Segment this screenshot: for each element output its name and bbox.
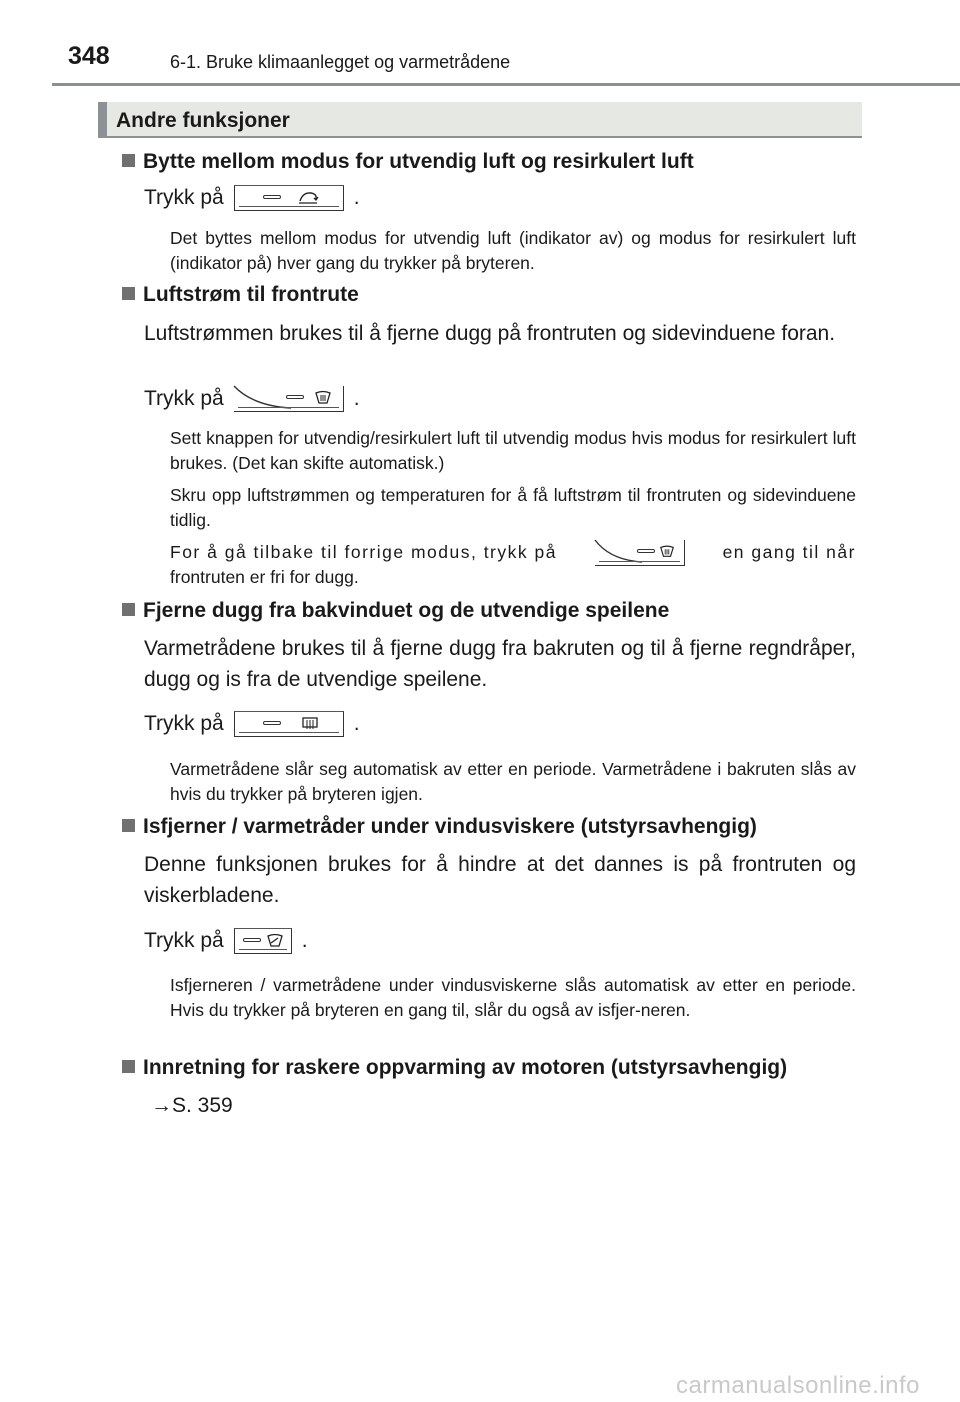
header-rule [52,83,960,86]
section-title: Andre funksjoner [116,109,290,132]
press-line-recirculation: Trykk på . [144,186,360,209]
heading-windshield-airflow: Luftstrøm til frontrute [122,283,359,307]
square-bullet-icon [122,287,135,300]
note-windshield-1: Sett knappen for utvendig/resirkulert luft til utvendig modus hvis modus for resirkulert luft brukes. (Det kan skifte automatisk.) [170,428,856,473]
heading-engine-warmup: Innretning for raskere oppvarming av motoren (utstyrsavhengig) [122,1056,787,1080]
note-wiper-deicer: Isfjerneren / varmetrådene under vindusviskerne slås automatisk av etter en periode. Hvis du trykker på bryteren en gang til, slår du også av isfjer-neren. [170,975,856,1020]
square-bullet-icon [122,819,135,832]
heading-wiper-deicer: Isfjerner / varmetråder under vindusviskere (utstyrsavhengig) [122,815,757,839]
body-windshield-airflow: Luftstrømmen brukes til å fjerne dugg på frontruten og sidevinduene foran. [144,322,836,345]
heading-recirculation: Bytte mellom modus for utvendig luft og resirkulert luft [122,150,694,174]
running-header: 6-1. Bruke klimaanlegget og varmetrådene [170,52,511,72]
square-bullet-icon [122,154,135,167]
note-recirculation: Det byttes mellom modus for utvendig luft (indikator av) og modus for resirkulert luft (indikator på) hver gang du trykker på bryteren. [170,228,856,273]
windshield-defroster-button[interactable] [234,386,344,412]
section-title-bar [98,102,862,138]
body-rear-defogger: Varmetrådene brukes til å fjerne dugg fra bakruten og til å fjerne regndråper, dugg og is fra de utvendige speilene. [144,637,856,691]
wiper-deicer-button[interactable] [234,928,292,954]
recirculation-button[interactable] [234,185,344,211]
rear-defogger-button[interactable] [234,711,344,737]
press-line-wiper-deicer: Trykk på . [144,929,308,952]
heading-rear-defogger: Fjerne dugg fra bakvinduet og de utvendige speilene [122,599,669,623]
square-bullet-icon [122,1060,135,1073]
windshield-defroster-button-inline[interactable] [595,540,685,566]
note-rear-defogger: Varmetrådene slår seg automatisk av etter en periode. Varmetrådene i bakruten slås av hvis du trykker på bryteren igjen. [170,759,856,804]
note-windshield-3: For å gå tilbake til forrige modus, trykk på en gang til når frontruten er fri for dugg. [170,540,856,590]
body-wiper-deicer: Denne funksjonen brukes for å hindre at det dannes is på frontruten og viskerbladene. [144,853,856,907]
square-bullet-icon [122,603,135,616]
page-reference-link[interactable]: →S. 359 [151,1094,233,1117]
press-line-windshield: Trykk på . [144,387,360,410]
footer-watermark: carmanualsonline.info [676,1372,920,1399]
note-windshield-2: Skru opp luftstrømmen og temperaturen for å få luftstrøm til frontruten og sidevinduene tidlig. [170,485,856,530]
page-number: 348 [68,42,110,70]
press-line-rear-defogger: Trykk på . [144,712,360,735]
